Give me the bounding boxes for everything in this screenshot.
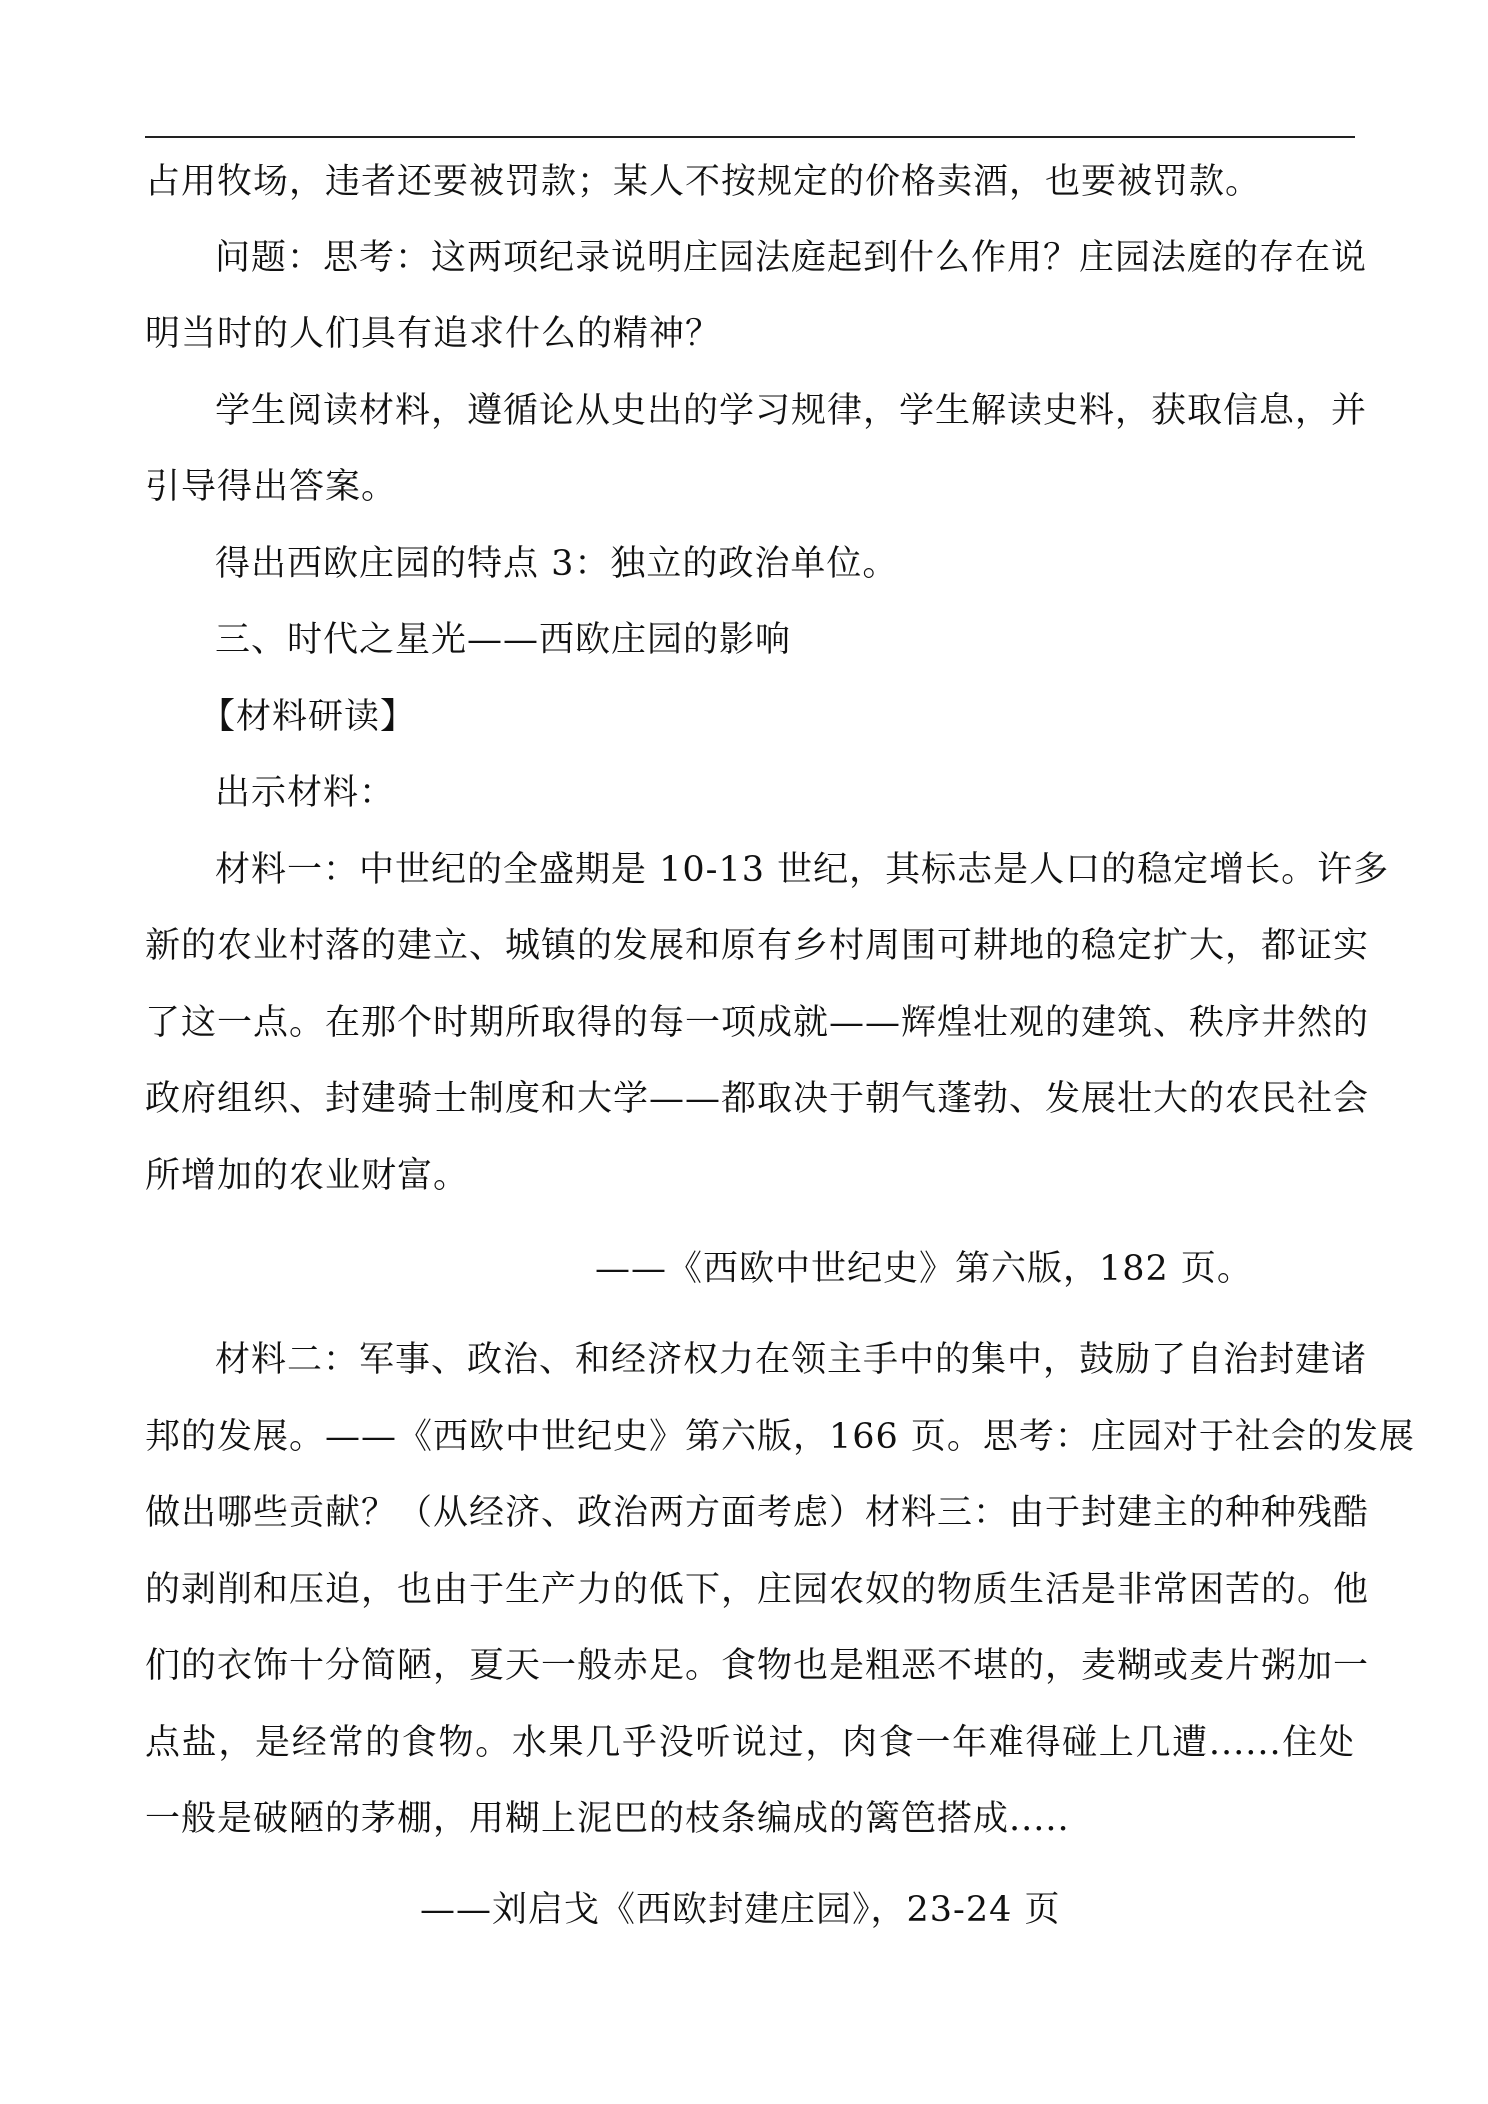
citation-line: ——《西欧中世纪史》第六版，182 页。 — [595, 1249, 1253, 1289]
material-line: 的剥削和压迫，也由于生产力的低下，庄园农奴的物质生活是非常困苦的。他 — [145, 1570, 1370, 1610]
paragraph-line: 引导得出答案。 — [145, 467, 398, 507]
question-line: 问题：思考：这两项纪录说明庄园法庭起到什么作用？庄园法庭的存在说 — [215, 238, 1368, 278]
material-line: 邦的发展。——《西欧中世纪史》第六版，166 页。思考：庄园对于社会的发展 — [145, 1417, 1415, 1457]
paragraph-line: 出示材料： — [215, 773, 396, 813]
material-line: 新的农业村落的建立、城镇的发展和原有乡村周围可耕地的稳定扩大，都证实 — [145, 926, 1370, 966]
header-rule — [145, 136, 1355, 138]
feature-line: 得出西欧庄园的特点 3：独立的政治单位。 — [215, 544, 899, 584]
material-line: 政府组织、封建骑士制度和大学——都取决于朝气蓬勃、发展壮大的农民社会 — [145, 1079, 1370, 1119]
material-line: 们的衣饰十分简陋，夏天一般赤足。食物也是粗恶不堪的，麦糊或麦片粥加一 — [145, 1646, 1370, 1686]
material-line: 材料二：军事、政治、和经济权力在领主手中的集中，鼓励了自治封建诸 — [215, 1340, 1368, 1380]
material-line: 材料一：中世纪的全盛期是 10-13 世纪，其标志是人口的稳定增长。许多 — [215, 850, 1390, 890]
material-line: 点盐，是经常的食物。水果几乎没听说过，肉食一年难得碰上几遭......住处 — [145, 1723, 1355, 1763]
subsection-heading: 【材料研读】 — [200, 697, 417, 737]
paragraph-line: 学生阅读材料，遵循论从史出的学习规律，学生解读史料，获取信息，并 — [215, 391, 1368, 431]
section-heading: 三、时代之星光——西欧庄园的影响 — [215, 620, 792, 660]
material-line: 做出哪些贡献？（从经济、政治两方面考虑）材料三：由于封建主的种种残酷 — [145, 1493, 1370, 1533]
material-line: 了这一点。在那个时期所取得的每一项成就——辉煌壮观的建筑、秩序井然的 — [145, 1003, 1370, 1043]
material-line: 一般是破陋的茅棚，用糊上泥巴的枝条编成的篱笆搭成..... — [145, 1799, 1070, 1839]
citation-line: ——刘启戈《西欧封建庄园》，23-24 页 — [420, 1890, 1061, 1930]
question-line: 明当时的人们具有追求什么的精神？ — [145, 314, 722, 354]
material-line: 所增加的农业财富。 — [145, 1156, 470, 1196]
paragraph-line: 占用牧场，违者还要被罚款；某人不按规定的价格卖酒，也要被罚款。 — [145, 162, 1262, 202]
